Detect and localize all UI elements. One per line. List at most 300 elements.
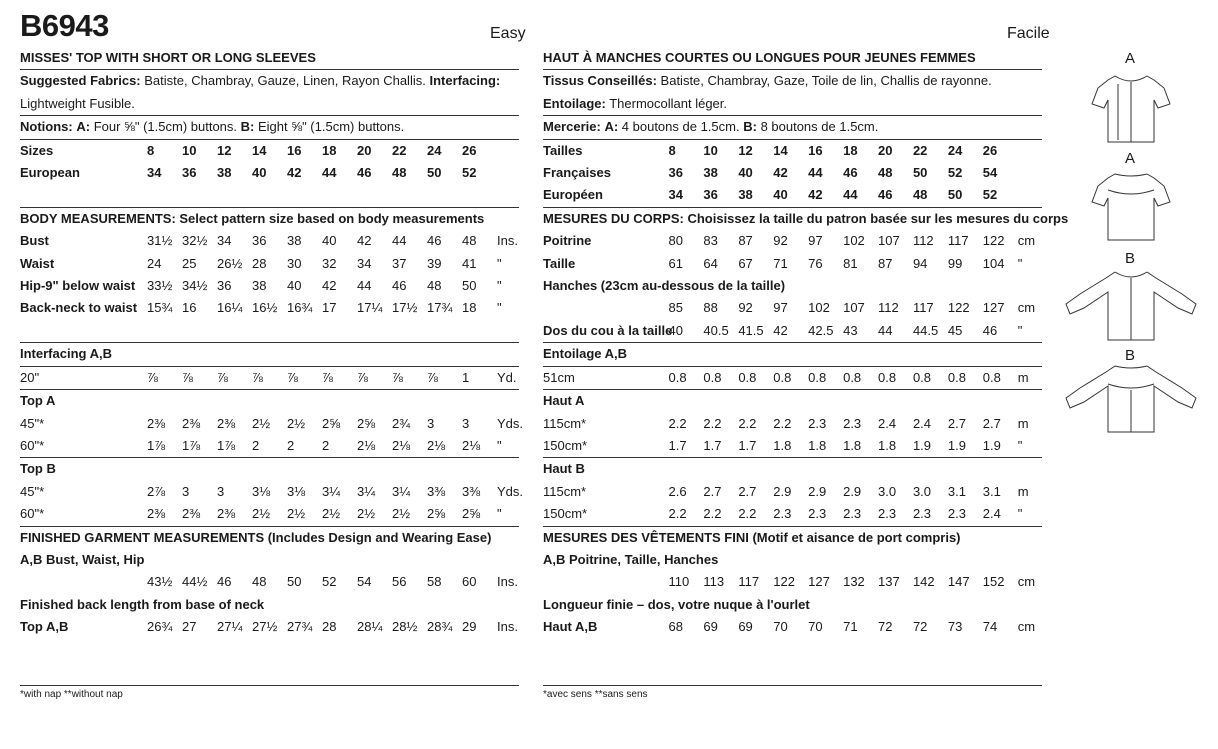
french-top-b-row-value: 2.3 <box>808 503 843 526</box>
french-francaises-row-value: 52 <box>947 165 963 181</box>
french-sizes-row-value: 10 <box>703 142 718 158</box>
english-european-row-label: European <box>20 165 80 181</box>
french-finished-row1-value: 117 <box>738 574 760 590</box>
english-top-a-row-value: 2⅝ <box>357 415 376 431</box>
french-top-a-row <box>543 413 1042 435</box>
french-dos-row <box>543 320 1042 343</box>
french-hanches-row-label <box>543 297 668 319</box>
english-top-a-row-label: 45"* <box>20 415 45 431</box>
english-body-row-value: 32½ <box>182 233 208 249</box>
english-finished-row1-value: 56 <box>392 574 407 590</box>
english-body-heading <box>20 207 519 230</box>
french-interfacing-row-value: 0.8 <box>843 366 878 389</box>
french-title-text: HAUT À MANCHES COURTES OU LONGUES POUR JEUNES FEMMES <box>543 47 1042 70</box>
english-european-row-value: 40 <box>252 165 267 181</box>
notions-a-text: 4 boutons de 1.5cm. <box>621 119 740 135</box>
french-top-b-row-unit: m <box>1017 483 1029 499</box>
french-taille-row-label: Taille <box>543 255 576 271</box>
english-sizes-row-value: 24 <box>427 142 442 158</box>
english-finished-row2-value: 27¼ <box>217 619 243 635</box>
english-body-row-value: 38 <box>287 233 302 249</box>
french-interfacing-row-unit: m <box>1018 366 1042 389</box>
french-dos-row-value: 46 <box>983 320 1018 343</box>
english-spacer-2 <box>20 320 519 343</box>
french-top-b-row-value: 2.2 <box>738 503 773 526</box>
english-top-b-row-value: 2⅝ <box>462 503 497 526</box>
french-poitrine-row-value: 122 <box>982 233 1005 249</box>
english-sizes-row-value: 10 <box>182 142 197 158</box>
english-top-b-row-value: 3¼ <box>392 483 411 499</box>
english-body-row-value: 48 <box>427 278 442 294</box>
english-body-row <box>20 230 519 252</box>
french-taille-row-value: 64 <box>703 255 718 271</box>
french-finished-sub1 <box>543 549 1042 571</box>
english-finished-row2-value: 28¼ <box>357 619 383 635</box>
french-dos-row-value: 41.5 <box>738 320 773 343</box>
english-title-text: MISSES' TOP WITH SHORT OR LONG SLEEVES <box>20 47 519 70</box>
french-top-a-row-value: 2.2 <box>738 415 757 431</box>
english-top-a-row-value: 2⅝ <box>322 415 341 431</box>
english-fabrics-text <box>20 70 519 116</box>
english-spacer-1 <box>20 184 519 207</box>
english-finished-row1-value: 54 <box>357 574 372 590</box>
english-body-row-value: 33½ <box>147 278 173 294</box>
french-finished-row1-value: 142 <box>912 574 935 590</box>
sketch-label-3: B <box>1124 250 1135 267</box>
french-dos-row-unit: " <box>1018 320 1042 343</box>
notions-label: Mercerie: <box>543 119 601 135</box>
english-top-a-row-value: 2⅛ <box>357 435 392 458</box>
french-finished-row1-value: 132 <box>843 574 865 590</box>
french-top-b-row-value: 2.2 <box>668 503 703 526</box>
english-top-b-row-value: 3¼ <box>357 483 376 499</box>
english-finished-row1-unit: Ins. <box>497 574 518 590</box>
english-top-a-row-value: 2 <box>287 435 322 458</box>
french-taille-row-unit: " <box>1017 255 1023 271</box>
english-title <box>20 47 519 70</box>
level-english: Easy <box>490 25 526 42</box>
english-top-b-row <box>20 481 519 503</box>
french-francaises-row <box>543 162 1042 184</box>
french-top-b-heading <box>543 458 1042 481</box>
french-dos-row-value: 43 <box>843 320 878 343</box>
french-finished-row2-unit: cm <box>1017 619 1036 635</box>
french-finished-row2 <box>543 616 1042 638</box>
french-finished-row2-value: 68 <box>668 619 683 635</box>
english-top-b-row-value: 2½ <box>287 503 322 526</box>
english-body-row-value: 17¼ <box>357 300 383 316</box>
footnote-french: *avec sens **sans sens <box>543 689 648 700</box>
english-european-row-value: 38 <box>217 165 232 181</box>
english-body-row-value: 36 <box>217 278 232 294</box>
english-finished-row2 <box>20 616 519 638</box>
english-body-row-value: 16¼ <box>217 300 243 316</box>
english-finished-row2-value: 28½ <box>392 619 418 635</box>
english-body-row <box>20 297 519 319</box>
sketch-label-2: A <box>1124 150 1135 167</box>
short-sleeve-top-front-icon <box>1060 70 1200 150</box>
french-poitrine-row-value: 80 <box>668 233 683 249</box>
french-finished-sub2 <box>543 594 1042 616</box>
french-poitrine-row-label: Poitrine <box>543 233 592 249</box>
french-poitrine-row-unit: cm <box>1017 233 1036 249</box>
french-finished-row2-value: 71 <box>843 619 858 635</box>
french-european-row-value: 46 <box>878 184 913 207</box>
french-finished-row2-value: 72 <box>912 619 928 635</box>
english-top-a-row-value: 1⅞ <box>217 435 252 458</box>
french-poitrine-row-value: 102 <box>843 233 865 249</box>
page-title: B6943 <box>20 8 109 43</box>
french-body-heading-text: MESURES DU CORPS: Choisissez la taille du patron basée sur les mesures du corps <box>543 210 1069 226</box>
french-top-a-row-value: 1.8 <box>843 435 878 458</box>
english-finished-row2-value: 29 <box>462 619 477 635</box>
sketch-label-4: B <box>1124 347 1135 364</box>
french-sizes-row-value: 12 <box>738 142 753 158</box>
english-top-b-row-value: 3⅜ <box>462 483 481 499</box>
french-finished-sub1-text: A,B Poitrine, Taille, Hanches <box>543 551 719 567</box>
english-finished-row1-value: 50 <box>287 574 302 590</box>
french-finished-row2-value: 73 <box>947 619 963 635</box>
notions-a-label: A: <box>76 119 91 135</box>
english-top-a-row-value: 2 <box>252 435 287 458</box>
english-body-row-value: 17¾ <box>427 300 453 316</box>
english-body-row-label: Hip-9" below waist <box>20 278 136 294</box>
french-dos-row-value: 45 <box>948 320 983 343</box>
french-interfacing-row-value: 0.8 <box>878 366 913 389</box>
french-european-row-unit <box>1018 184 1042 207</box>
french-top-a-row <box>543 435 1042 458</box>
french-poitrine-row-value: 92 <box>773 233 788 249</box>
english-sizes-row-value: 22 <box>392 142 407 158</box>
french-finished-heading-text: MESURES DES VÊTEMENTS FINI (Motif et aisance de port compris) <box>543 529 961 545</box>
french-sizes-row-value: 26 <box>982 142 998 158</box>
french-taille-row-value: 81 <box>843 255 858 271</box>
english-finished-row1-value: 43½ <box>147 574 173 590</box>
french-european-row-value: 42 <box>808 184 843 207</box>
english-finished-row2-value: 26¾ <box>147 619 173 635</box>
french-top-a-row-value: 1.8 <box>808 435 843 458</box>
french-top-b-row-value: 3.1 <box>947 483 966 499</box>
english-top-a-row-value: 2⅛ <box>427 435 462 458</box>
french-interfacing-row-value: 0.8 <box>738 366 773 389</box>
french-top-b-row-label: 150cm* <box>543 503 668 526</box>
english-sizes-row-value: 16 <box>287 142 302 158</box>
fabrics-text: Batiste, Chambray, Gaze, Toile de lin, Challis de rayonne. <box>660 73 992 89</box>
english-interfacing-row-unit: Yd. <box>497 366 519 389</box>
french-taille-row-value: 76 <box>808 255 823 271</box>
french-european-row-value: 38 <box>738 184 773 207</box>
english-body-row-value: 38 <box>252 278 267 294</box>
english-finished-row1-value: 60 <box>462 574 477 590</box>
french-interfacing-heading-text: Entoilage A,B <box>543 343 1042 366</box>
english-top-b-row-value: 3⅛ <box>252 483 271 499</box>
english-body-row-unit: " <box>497 300 502 316</box>
french-dos-row-value: 40.5 <box>703 320 738 343</box>
french-hanches-row-value: 88 <box>703 300 718 316</box>
french-top-b-row-value: 2.3 <box>843 503 878 526</box>
french-notions <box>543 116 1042 139</box>
english-column <box>20 47 524 687</box>
english-top-b-row-label: 60"* <box>20 503 147 526</box>
english-body-row-value: 24 <box>147 255 162 271</box>
notions-b-label: B: <box>240 119 255 135</box>
english-finished-row2-label: Top A,B <box>20 619 69 635</box>
english-european-row-value: 34 <box>147 165 162 181</box>
french-top-a-heading <box>543 390 1042 413</box>
english-top-a-row-value: 3 <box>462 415 470 431</box>
english-finished-heading <box>20 526 519 549</box>
french-finished-row1-value: 137 <box>878 574 900 590</box>
english-body-row-value: 34 <box>217 233 232 249</box>
english-european-row-value: 50 <box>427 165 442 181</box>
french-sizes-row-value: 22 <box>912 142 928 158</box>
french-interfacing-row-value: 0.8 <box>948 366 983 389</box>
french-top-a-heading-text: Haut A <box>543 393 585 409</box>
french-interfacing-heading <box>543 343 1042 366</box>
english-body-row-value: 16 <box>182 300 197 316</box>
french-poitrine-row-value: 87 <box>738 233 753 249</box>
english-top-b-row-value: 3 <box>182 483 190 499</box>
english-interfacing-row-value: ⅞ <box>287 366 322 389</box>
french-top-b-row-unit: " <box>1018 503 1042 526</box>
english-body-row-value: 26½ <box>217 255 243 271</box>
english-sizes-row-value: 14 <box>252 142 267 158</box>
english-interfacing-row-value: ⅞ <box>357 366 392 389</box>
french-finished-row1-unit: cm <box>1017 574 1036 590</box>
english-european-row <box>20 162 519 184</box>
french-taille-row-value: 71 <box>773 255 788 271</box>
french-top-b-row-value: 2.9 <box>843 483 862 499</box>
french-francaises-row-value: 38 <box>703 165 718 181</box>
english-top-a-row-value: 2⅛ <box>462 435 497 458</box>
notions-b-label: B: <box>743 119 757 135</box>
french-francaises-row-label: Françaises <box>543 165 611 181</box>
english-spacer-2-cell <box>20 320 519 343</box>
french-top-b-row <box>543 503 1042 526</box>
french-finished-row1-value: 110 <box>668 574 690 590</box>
fabrics-text: Batiste, Chambray, Gauze, Linen, Rayon Challis. <box>144 73 426 89</box>
english-top-a-row <box>20 435 519 458</box>
english-body-row-value: 50 <box>462 278 477 294</box>
english-body-heading-text: BODY MEASUREMENTS: Select pattern size based on body measurements <box>20 210 485 226</box>
french-european-row-value: 52 <box>983 184 1018 207</box>
english-body-row-value: 32 <box>322 255 337 271</box>
french-top-b-row-value: 3.0 <box>912 483 932 499</box>
french-hanches-row-value: 102 <box>808 300 830 316</box>
english-top-b-row-value: 2⅝ <box>427 503 462 526</box>
french-interfacing-row-label: 51cm <box>543 366 668 389</box>
english-sizes-row-unit <box>497 139 519 162</box>
english-top-b-row-value: 2⅜ <box>182 503 217 526</box>
english-top-a-row-value: 2⅜ <box>147 415 166 431</box>
french-interfacing-row-value: 0.8 <box>983 366 1018 389</box>
english-finished-sub1 <box>20 549 519 571</box>
english-body-row-value: 44 <box>357 278 372 294</box>
notions-a-text: Four ⅝" (1.5cm) buttons. <box>93 119 238 135</box>
english-finished-row1-value: 44½ <box>182 574 208 590</box>
english-sizes-row <box>20 139 519 162</box>
french-top-b-row-value: 2.3 <box>773 503 808 526</box>
english-top-b-row-value: 2½ <box>392 503 427 526</box>
english-finished-row1-value: 46 <box>217 574 232 590</box>
english-body-row-value: 18 <box>462 300 477 316</box>
french-top-b-row-value: 2.6 <box>668 483 687 499</box>
french-top-a-row-value: 1.8 <box>773 435 808 458</box>
french-top-b-row-value: 2.9 <box>773 483 792 499</box>
french-taille-row-value: 87 <box>878 255 893 271</box>
french-top-a-row-value: 2.4 <box>912 415 932 431</box>
english-top-a-row-value: 2⅜ <box>217 415 236 431</box>
french-size-table <box>543 47 1069 639</box>
english-top-b-row-value: 3 <box>217 483 225 499</box>
english-top-a-heading-text: Top A <box>20 393 56 409</box>
notions-label: Notions: <box>20 119 73 135</box>
french-sizes-row-label: Tailles <box>543 142 583 158</box>
english-sizes-row-value: 12 <box>217 142 232 158</box>
english-body-row-value: 48 <box>462 233 477 249</box>
english-finished-row2-value: 27 <box>182 619 197 635</box>
french-dos-row-value: 42 <box>773 320 808 343</box>
english-body-row-value: 25 <box>182 255 197 271</box>
english-body-row-value: 41 <box>462 255 477 271</box>
english-top-a-row-value: 1⅞ <box>147 435 182 458</box>
french-top-a-row-value: 2.2 <box>773 415 792 431</box>
english-body-row-value: 15¾ <box>147 300 173 316</box>
french-top-b-row-value: 2.7 <box>738 483 757 499</box>
english-body-row-value: 42 <box>357 233 372 249</box>
french-dos-row-value: 42.5 <box>808 320 843 343</box>
french-top-a-row-value: 1.9 <box>913 435 948 458</box>
english-body-row-value: 34½ <box>182 278 208 294</box>
english-body-row-label: Back-neck to waist <box>20 300 138 316</box>
french-francaises-row-value: 54 <box>982 165 998 181</box>
french-top-a-row-label: 115cm* <box>543 415 587 431</box>
french-european-row-value: 50 <box>948 184 983 207</box>
french-francaises-row-value: 40 <box>738 165 753 181</box>
french-sizes-row-value: 18 <box>843 142 858 158</box>
french-top-a-row-unit: m <box>1017 415 1029 431</box>
english-interfacing-row-value: ⅞ <box>182 366 217 389</box>
french-hanches-row-value: 92 <box>738 300 753 316</box>
english-body-row-value: 30 <box>287 255 302 271</box>
english-finished-row1-label <box>20 571 147 593</box>
french-top-a-row-value: 1.9 <box>948 435 983 458</box>
english-top-a-row-value: 2⅛ <box>392 435 427 458</box>
english-top-a-row-value: 3 <box>427 415 435 431</box>
french-interfacing-row-value: 0.8 <box>773 366 808 389</box>
interfacing-label: Interfacing: <box>429 73 501 89</box>
french-top-b-heading-text: Haut B <box>543 461 585 477</box>
french-finished-row2-value: 69 <box>738 619 753 635</box>
french-poitrine-row <box>543 230 1042 252</box>
english-top-a-row <box>20 413 519 435</box>
french-top-b-row-value: 2.9 <box>808 483 827 499</box>
english-top-b-row-value: 2⅜ <box>217 503 252 526</box>
french-finished-row2-value: 74 <box>982 619 998 635</box>
french-top-a-row-value: 1.7 <box>738 435 773 458</box>
french-finished-row2-value: 70 <box>808 619 823 635</box>
english-fabrics <box>20 70 519 116</box>
footnote-rule-english <box>20 685 519 686</box>
french-top-b-row-value: 3.1 <box>982 483 1001 499</box>
english-interfacing-row-value: ⅞ <box>392 366 427 389</box>
french-poitrine-row-value: 117 <box>947 233 969 249</box>
french-hanches-row-value: 112 <box>878 300 899 316</box>
english-finished-row1-value: 58 <box>427 574 442 590</box>
french-finished-row2-value: 69 <box>703 619 718 635</box>
english-body-row-value: 39 <box>427 255 442 271</box>
english-interfacing-row <box>20 366 519 389</box>
french-finished-heading <box>543 526 1042 549</box>
english-top-a-row-unit: " <box>497 435 519 458</box>
english-sizes-row-value: 18 <box>322 142 337 158</box>
english-european-row-value: 44 <box>322 165 337 181</box>
notions-b-text: Eight ⅝" (1.5cm) buttons. <box>258 119 405 135</box>
interfacing-text: Lightweight Fusible. <box>20 95 135 111</box>
english-top-b-heading-text: Top B <box>20 461 56 477</box>
french-top-a-row-value: 2.4 <box>878 415 897 431</box>
french-taille-row-value: 99 <box>947 255 963 271</box>
french-taille-row <box>543 253 1042 275</box>
level-french: Facile <box>1007 25 1050 42</box>
fabrics-label: Tissus Conseillés: <box>543 73 657 89</box>
english-interfacing-row-value: ⅞ <box>147 366 182 389</box>
french-top-a-row-unit: " <box>1018 435 1042 458</box>
french-taille-row-value: 94 <box>912 255 928 271</box>
english-top-a-row-value: 2¾ <box>392 415 411 431</box>
english-top-b-row-value: 2½ <box>252 503 287 526</box>
english-interfacing-row-value: ⅞ <box>427 366 462 389</box>
english-top-a-row-label: 60"* <box>20 435 147 458</box>
french-top-b-row-value: 2.2 <box>703 503 738 526</box>
english-body-row <box>20 275 519 297</box>
french-top-a-row-value: 2.3 <box>843 415 862 431</box>
english-body-row-label: Waist <box>20 255 55 271</box>
french-top-b-row-label: 115cm* <box>543 483 587 499</box>
french-top-b-row-value: 2.3 <box>878 503 913 526</box>
long-sleeve-top-front-icon <box>1060 266 1200 346</box>
french-top-a-row-value: 2.7 <box>982 415 1001 431</box>
french-top-a-row-value: 2.2 <box>703 415 722 431</box>
french-francaises-row-value: 44 <box>808 165 823 181</box>
french-top-b-row-value: 2.3 <box>913 503 948 526</box>
french-finished-row1-value: 113 <box>703 574 725 590</box>
english-interfacing-row-value: ⅞ <box>252 366 287 389</box>
english-finished-row2-value: 27½ <box>252 619 278 635</box>
english-top-b-row-value: 2½ <box>322 503 357 526</box>
english-top-b-row <box>20 503 519 526</box>
english-body-row-label: Bust <box>20 233 49 249</box>
french-top-b-row-value: 2.7 <box>703 483 722 499</box>
notions-b-text: 8 boutons de 1.5cm. <box>760 119 879 135</box>
french-sizes-row-value: 16 <box>808 142 823 158</box>
english-body-row-unit: Ins. <box>497 233 518 249</box>
french-top-b-row <box>543 481 1042 503</box>
french-francaises-row-value: 36 <box>668 165 683 181</box>
english-finished-row2-value: 27¾ <box>287 619 313 635</box>
footnote-english: *with nap **without nap <box>20 689 123 700</box>
english-body-row-value: 16¾ <box>287 300 313 316</box>
french-top-a-row-label: 150cm* <box>543 435 668 458</box>
english-body-row-value: 46 <box>392 278 407 294</box>
english-notions <box>20 116 519 139</box>
english-top-b-row-unit: Yds. <box>497 483 524 499</box>
english-interfacing-row-value: 1 <box>462 366 497 389</box>
english-finished-sub2 <box>20 594 519 616</box>
french-finished-row1-value: 147 <box>947 574 970 590</box>
french-taille-row-value: 104 <box>982 255 1005 271</box>
english-interfacing-row-value: ⅞ <box>217 366 252 389</box>
